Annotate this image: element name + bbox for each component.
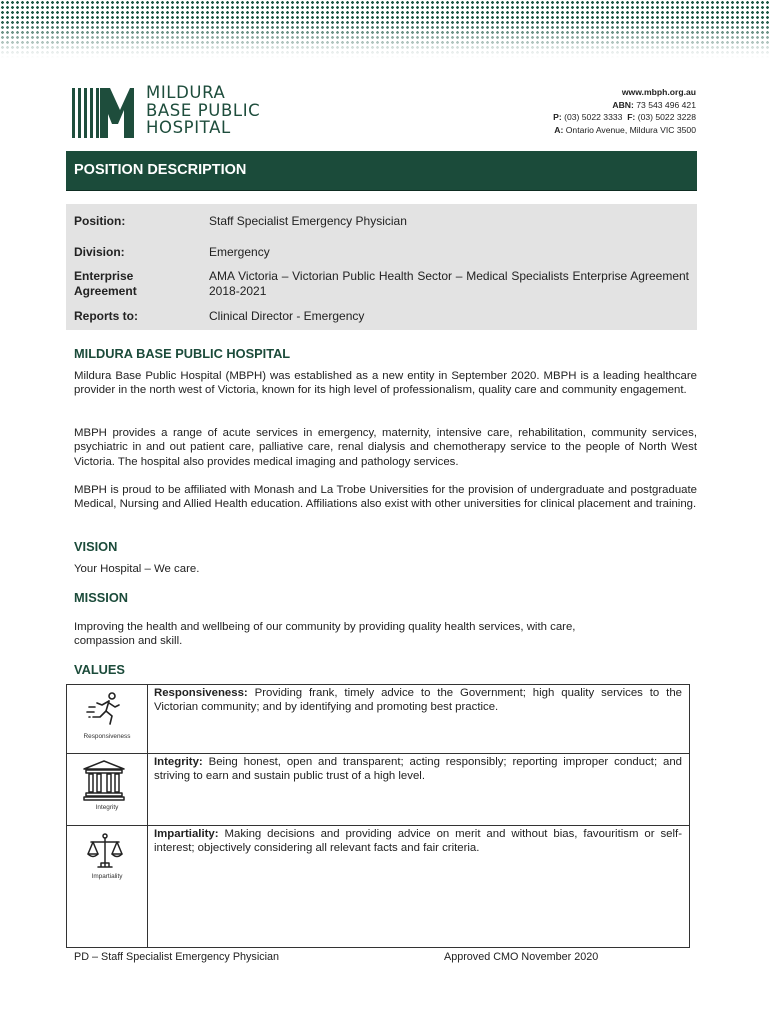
section-heading-mission: MISSION <box>74 590 129 605</box>
info-label: Reports to: <box>74 309 138 323</box>
address-label: A: <box>554 124 564 135</box>
value-caption: Impartiality <box>91 873 123 880</box>
website-link[interactable]: www.mbph.org.au <box>621 87 696 97</box>
phone-value: (03) 5022 3333 <box>564 112 623 122</box>
abn-value: 73 543 496 421 <box>636 99 696 110</box>
info-value: AMA Victoria – Victorian Public Health Sector – Medical Specialists Enterprise Agreement 2018-2021 <box>209 269 689 298</box>
footer-approval: Approved CMO November 2020 <box>444 951 599 963</box>
running-person-icon <box>85 691 125 727</box>
info-row-reports-to <box>66 301 697 332</box>
info-value: Emergency <box>209 245 270 259</box>
mission-text: Improving the health and wellbeing of our community by providing quality health services, with care, compassion and skill. <box>74 621 576 648</box>
hospital-paragraph-3: MBPH is proud to be affiliated with Monash and La Trobe Universities for the provision of undergraduate and postgraduate Medical, Nursing and Allied Health education. Affiliations also exist with other universities for clinical placement and training. <box>74 484 697 511</box>
page-title-banner: POSITION DESCRIPTION <box>66 151 697 190</box>
value-icon-cell <box>67 754 148 825</box>
value-text: Being honest, open and transparent; acting responsibly; reporting improper conduct; and striving to earn and sustain public trust of a high level. <box>154 756 682 783</box>
value-icon-cell <box>67 826 148 947</box>
value-caption: Integrity <box>95 804 119 811</box>
hospital-paragraph-2: MBPH provides a range of acute services in emergency, maternity, intensive care, rehabilitation, community services, psychiatric in and out patient care, palliative care, renal dialysis and chemotherapy service to the people of North West Victoria. The hospital also provides medical imaging and pathology services. <box>74 427 697 468</box>
abn-label: ABN: <box>612 99 634 110</box>
value-title: Impartiality: <box>154 828 219 840</box>
pillared-building-icon <box>82 759 126 801</box>
scales-icon <box>85 832 125 872</box>
logo-wordmark <box>146 84 260 137</box>
fax-label: F: <box>627 112 636 122</box>
info-label: Division: <box>74 245 125 259</box>
value-description <box>154 827 682 856</box>
dot-band-fade <box>0 0 770 58</box>
info-row-position <box>66 204 697 238</box>
info-value: Staff Specialist Emergency Physician <box>209 214 407 228</box>
section-heading-vision: VISION <box>74 539 118 554</box>
address-value: Ontario Avenue, Mildura VIC 3500 <box>565 124 696 135</box>
logo-line-2: BASE PUBLIC <box>146 100 261 120</box>
info-label: Enterprise Agreement <box>74 269 137 298</box>
value-icon-cell <box>67 685 148 753</box>
value-text: Making decisions and providing advice on merit and without bias, favouritism or self- interest; objectively considering all relevant facts and fair criteria. <box>154 828 682 855</box>
value-row-impartiality <box>67 826 689 947</box>
hospital-paragraph-1: Mildura Base Public Hospital (MBPH) was established as a new entity in September 2020. MBPH is a leading healthcare provider in the north west of Victoria, known for its high level of professionalism, quality care and community engagement. <box>74 370 697 397</box>
value-caption: Responsiveness <box>83 733 131 740</box>
value-title: Responsiveness: <box>154 687 248 699</box>
values-table <box>66 684 690 948</box>
vision-text: Your Hospital – We care. <box>74 563 200 575</box>
info-value: Clinical Director - Emergency <box>209 309 365 323</box>
value-row-integrity <box>67 754 689 826</box>
value-text: Providing frank, timely advice to the Government; high quality services to the Victorian community; and by identifying and promoting best practice. <box>154 687 683 714</box>
section-heading-values: VALUES <box>74 662 125 677</box>
footer-document-title: PD – Staff Specialist Emergency Physician <box>74 951 280 963</box>
logo-line-1: MILDURA <box>146 83 226 102</box>
value-description <box>154 755 682 784</box>
fax-value: (03) 5022 3228 <box>637 112 696 122</box>
info-row-division <box>66 236 697 267</box>
value-row-responsiveness <box>67 685 689 754</box>
phone-label: P: <box>553 112 562 122</box>
contact-details <box>553 86 696 136</box>
value-title: Integrity: <box>154 756 203 768</box>
logo-line-3: HOSPITAL <box>146 118 231 137</box>
section-heading-hospital: MILDURA BASE PUBLIC HOSPITAL <box>74 346 291 361</box>
info-label: Position: <box>74 214 126 228</box>
info-row-agreement <box>66 265 697 303</box>
value-description <box>154 686 682 715</box>
